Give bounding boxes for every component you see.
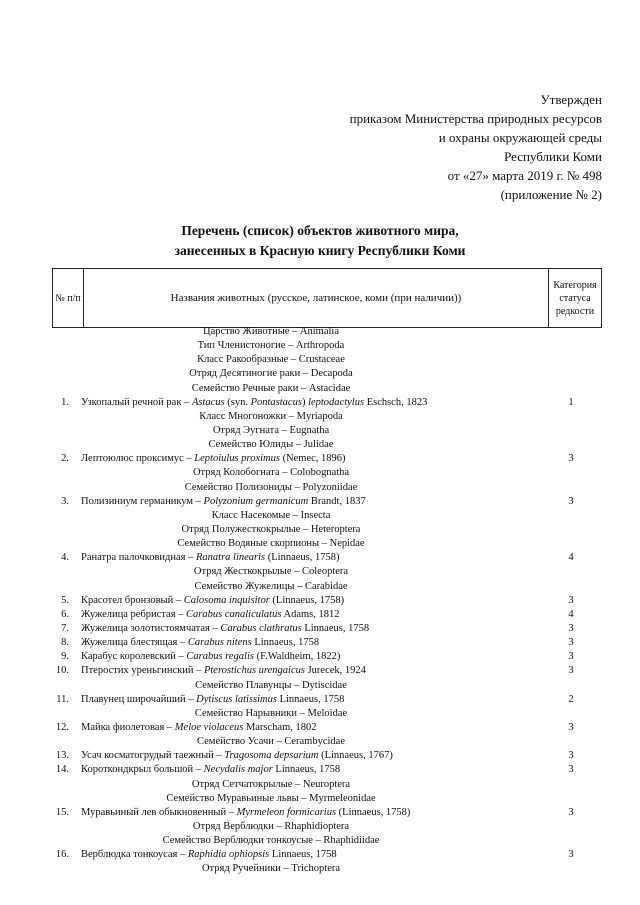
approval-line: (приложение № 2) bbox=[500, 187, 602, 202]
species-russian-name: Птеростих уреньгинский – bbox=[81, 665, 204, 677]
rarity-category: 3 bbox=[568, 651, 574, 663]
taxon-group-label: Отряд Ручейники – Trichoptera bbox=[201, 863, 341, 875]
species-russian-name: Ранатра палочковидная – bbox=[81, 552, 196, 564]
species-russian-name: Лептоюлюс проксимус – bbox=[81, 453, 195, 465]
species-author: Marscham, 1802 bbox=[243, 721, 317, 733]
taxon-group-row bbox=[52, 580, 602, 594]
species-russian-name: Плавунец широчайший – bbox=[81, 693, 197, 705]
rarity-category: 4 bbox=[568, 552, 574, 564]
species-name bbox=[81, 396, 427, 410]
species-name bbox=[81, 622, 369, 636]
species-author: (Nemec, 1896) bbox=[279, 453, 346, 465]
approval-line: от «27» марта 2019 г. № 498 bbox=[447, 168, 602, 183]
species-name bbox=[81, 636, 319, 650]
taxon-group-label: Отряд Колобогната – Colobognatha bbox=[192, 467, 350, 479]
taxon-group-label: Класс Ракообразные – Crustaceae bbox=[197, 354, 345, 366]
species-name bbox=[81, 608, 339, 622]
latin-name: Leptoiulus proximus bbox=[194, 453, 280, 465]
taxon-group-label: Семейство Усачи – Cerambycidae bbox=[197, 736, 345, 748]
species-author: Linnaeus, 1758 bbox=[251, 637, 320, 649]
rarity-category: 3 bbox=[568, 622, 574, 634]
taxon-group-row bbox=[52, 820, 602, 834]
species-row bbox=[52, 721, 602, 735]
row-number: 16. bbox=[55, 849, 69, 861]
taxon-group-row bbox=[52, 862, 602, 876]
latin-name: Ranatra linearis bbox=[195, 552, 266, 564]
taxon-group-label: Отряд Эугната – Eugnatha bbox=[212, 424, 330, 436]
row-number: 10. bbox=[55, 665, 69, 677]
species-author: Linnaeus, 1758 bbox=[276, 693, 345, 705]
species-row bbox=[52, 551, 602, 565]
approval-line: и охраны окружающей среды bbox=[438, 130, 602, 145]
species-row bbox=[52, 608, 602, 622]
species-name bbox=[81, 806, 410, 820]
row-number: 8. bbox=[61, 637, 69, 649]
species-row bbox=[52, 664, 602, 678]
taxon-group-label: Семейство Муравьиные львы – Myrmeleonidae bbox=[166, 792, 376, 804]
approval-line: Республики Коми bbox=[504, 149, 602, 164]
taxon-group-label: Класс Насекомые – Insecta bbox=[211, 509, 331, 521]
species-name bbox=[81, 664, 366, 678]
species-row bbox=[52, 452, 602, 466]
taxon-group-row bbox=[52, 367, 602, 381]
species-name bbox=[81, 452, 346, 466]
species-row bbox=[52, 636, 602, 650]
rarity-category: 1 bbox=[568, 396, 574, 408]
species-name bbox=[81, 749, 393, 763]
taxon-group-label: Семейство Верблюдки тонкоусые – Rhaphidiidae bbox=[162, 835, 380, 847]
species-author: Eschsch, 1823 bbox=[364, 396, 428, 408]
taxon-group-row bbox=[52, 466, 602, 480]
row-number: 12. bbox=[55, 721, 69, 733]
species-name bbox=[81, 693, 344, 707]
row-number: 5. bbox=[61, 594, 69, 606]
species-russian-name: Верблюдка тонкоусая – bbox=[81, 849, 188, 861]
latin-name: Carabus clathratus bbox=[220, 622, 302, 634]
taxon-group-label: Класс Многоножки – Myriapoda bbox=[199, 410, 343, 422]
row-number: 15. bbox=[55, 806, 69, 818]
species-author: Linnaeus, 1758 bbox=[301, 622, 370, 634]
approval-block bbox=[350, 90, 602, 204]
latin-name: Myrmeleon formicarius bbox=[236, 806, 337, 818]
row-number: 4. bbox=[61, 552, 69, 564]
taxon-group-row bbox=[52, 339, 602, 353]
species-russian-name: Жужелица ребристая – bbox=[81, 608, 187, 620]
row-number: 11. bbox=[56, 693, 69, 705]
table-header bbox=[52, 268, 602, 328]
species-row bbox=[52, 693, 602, 707]
title-line-2: занесенных в Красную книгу Республики Коми bbox=[174, 243, 466, 258]
species-row bbox=[52, 650, 602, 664]
rarity-category: 3 bbox=[568, 495, 574, 507]
taxon-group-label: Семейство Юлиды – Julidae bbox=[208, 439, 334, 451]
species-name bbox=[81, 551, 339, 565]
species-russian-name: Усач косматогрудый таежный – bbox=[81, 750, 225, 762]
taxon-group-label: Семейство Водяные скорпионы – Nepidae bbox=[177, 538, 365, 550]
taxon-group-row bbox=[52, 353, 602, 367]
rarity-category: 3 bbox=[568, 764, 574, 776]
rarity-category: 3 bbox=[568, 594, 574, 606]
row-number: 13. bbox=[55, 750, 69, 762]
taxon-group-row bbox=[52, 509, 602, 523]
taxon-group-label: Отряд Сетчатокрылые – Neuroptera bbox=[191, 778, 351, 790]
latin-name: Pontastacus bbox=[250, 396, 302, 408]
taxon-group-label: Семейство Плавунцы – Dytiscidae bbox=[195, 679, 347, 691]
taxon-group-row bbox=[52, 707, 602, 721]
species-row bbox=[52, 622, 602, 636]
latin-name: leptodactylus bbox=[308, 396, 365, 408]
row-number: 2. bbox=[61, 453, 69, 465]
rarity-category: 3 bbox=[568, 637, 574, 649]
taxon-group-label: Отряд Полужесткокрылые – Heteroptera bbox=[181, 523, 361, 535]
taxon-group-row bbox=[52, 778, 602, 792]
species-row bbox=[52, 848, 602, 862]
taxon-group-row bbox=[52, 325, 602, 339]
species-author: (Linnaeus, 1758) bbox=[265, 552, 340, 564]
approval-line: приказом Министерства природных ресурсов bbox=[349, 111, 602, 126]
species-author: (F.Waldheim, 1822) bbox=[253, 651, 341, 663]
species-row bbox=[52, 806, 602, 820]
taxon-group-label: Семейство Жужелицы – Carabidae bbox=[194, 580, 348, 592]
rarity-category: 2 bbox=[568, 693, 574, 705]
species-author: (Linnaeus, 1758) bbox=[336, 806, 411, 818]
latin-name: Polyzonium germanicum bbox=[203, 495, 309, 507]
species-author: Adams, 1812 bbox=[281, 608, 340, 620]
taxon-group-row bbox=[52, 438, 602, 452]
title-line-1: Перечень (список) объектов животного мира, bbox=[181, 223, 459, 238]
species-russian-name: ) bbox=[301, 396, 309, 408]
taxon-group-row bbox=[52, 424, 602, 438]
taxon-group-row bbox=[52, 792, 602, 806]
species-russian-name: Жужелица блестящая – bbox=[81, 637, 188, 649]
taxon-group-label: Царство Животные – Animalia bbox=[202, 326, 340, 337]
species-author: Linnaeus, 1758 bbox=[269, 849, 337, 861]
species-russian-name: Жужелица золотистоямчатая – bbox=[81, 622, 221, 634]
taxon-group-row bbox=[52, 537, 602, 551]
taxon-group-label: Семейство Речные раки – Astacidae bbox=[191, 382, 351, 394]
species-name bbox=[81, 650, 340, 664]
latin-name: Raphidia ophiopsis bbox=[187, 849, 270, 861]
species-russian-name: Красотел бронзовый – bbox=[81, 594, 184, 606]
header-number: № п/п bbox=[53, 269, 84, 327]
header-name: Названия животных (русское, латинское, коми (при наличии)) bbox=[84, 269, 549, 327]
species-russian-name: Полизиниум германикум – bbox=[81, 495, 204, 507]
row-number: 7. bbox=[61, 622, 69, 634]
species-name bbox=[81, 848, 337, 862]
species-russian-name: Короткондкрыл большой – bbox=[81, 764, 204, 776]
taxon-group-row bbox=[52, 382, 602, 396]
header-category: Категория статуса редкости bbox=[553, 279, 597, 317]
taxon-group-row bbox=[52, 523, 602, 537]
taxon-group-label: Отряд Жесткокрылые – Coleoptera bbox=[193, 566, 349, 578]
species-russian-name: Муравьиный лев обыкновенный – bbox=[81, 806, 237, 818]
rarity-category: 3 bbox=[568, 849, 574, 861]
species-russian-name: (syn. bbox=[224, 396, 251, 408]
row-number: 6. bbox=[61, 608, 69, 620]
latin-name: Meloe violaceus bbox=[174, 721, 244, 733]
rarity-category: 3 bbox=[568, 750, 574, 762]
taxon-group-row bbox=[52, 481, 602, 495]
taxon-group-label: Тип Членистоногие – Arthropoda bbox=[197, 340, 345, 352]
taxon-group-label: Отряд Верблюдки – Rhaphidioptera bbox=[192, 820, 350, 832]
species-name bbox=[81, 495, 366, 509]
taxon-group-row bbox=[52, 834, 602, 848]
species-author: (Linnaeus, 1767) bbox=[318, 750, 393, 762]
species-author: (Linnaeus, 1758) bbox=[269, 594, 345, 606]
latin-name: Calosoma inquisitor bbox=[183, 594, 270, 606]
latin-name: Necydalis major bbox=[203, 764, 273, 776]
row-number: 3. bbox=[61, 495, 69, 507]
species-row bbox=[52, 763, 602, 777]
species-russian-name: Узкопалый речной рак – bbox=[81, 396, 192, 408]
species-name bbox=[81, 763, 340, 777]
taxon-group-label: Отряд Десятиногие раки – Decapoda bbox=[189, 368, 353, 380]
species-author: Jurecek, 1924 bbox=[304, 665, 366, 677]
row-number: 1. bbox=[61, 396, 69, 408]
species-row bbox=[52, 594, 602, 608]
species-row bbox=[52, 396, 602, 410]
latin-name: Astacus bbox=[191, 396, 225, 408]
species-name bbox=[81, 721, 317, 735]
taxon-group-row bbox=[52, 735, 602, 749]
rarity-category: 3 bbox=[568, 665, 574, 677]
taxon-group-label: Семейство Нарывники – Meloidae bbox=[194, 707, 348, 719]
species-author: Brandt, 1837 bbox=[308, 495, 366, 507]
latin-name: Carabus regalis bbox=[186, 651, 254, 663]
rarity-category: 3 bbox=[568, 453, 574, 465]
rarity-category: 4 bbox=[568, 608, 574, 620]
species-row bbox=[52, 495, 602, 509]
taxon-group-label: Семейство Полизониды – Polyzoniidae bbox=[184, 481, 358, 493]
species-russian-name: Карабус королевский – bbox=[81, 651, 187, 663]
rarity-category: 3 bbox=[568, 806, 574, 818]
taxon-group-row bbox=[52, 410, 602, 424]
species-name bbox=[81, 594, 344, 608]
latin-name: Pterostichus urengaicus bbox=[203, 665, 305, 677]
row-number: 9. bbox=[61, 651, 69, 663]
latin-name: Tragosoma depsarium bbox=[224, 750, 319, 762]
species-author: Linnaeus, 1758 bbox=[272, 764, 341, 776]
latin-name: Carabus canaliculatus bbox=[186, 608, 282, 620]
document-title bbox=[0, 221, 640, 261]
latin-name: Carabus nitens bbox=[187, 637, 252, 649]
table-body bbox=[52, 325, 602, 876]
taxon-group-row bbox=[52, 565, 602, 579]
rarity-category: 3 bbox=[568, 721, 574, 733]
latin-name: Dytiscus latissimus bbox=[196, 693, 277, 705]
species-russian-name: Майка фиолетовая – bbox=[81, 721, 175, 733]
approval-line: Утвержден bbox=[540, 92, 602, 107]
species-row bbox=[52, 749, 602, 763]
row-number: 14. bbox=[55, 764, 69, 776]
taxon-group-row bbox=[52, 679, 602, 693]
